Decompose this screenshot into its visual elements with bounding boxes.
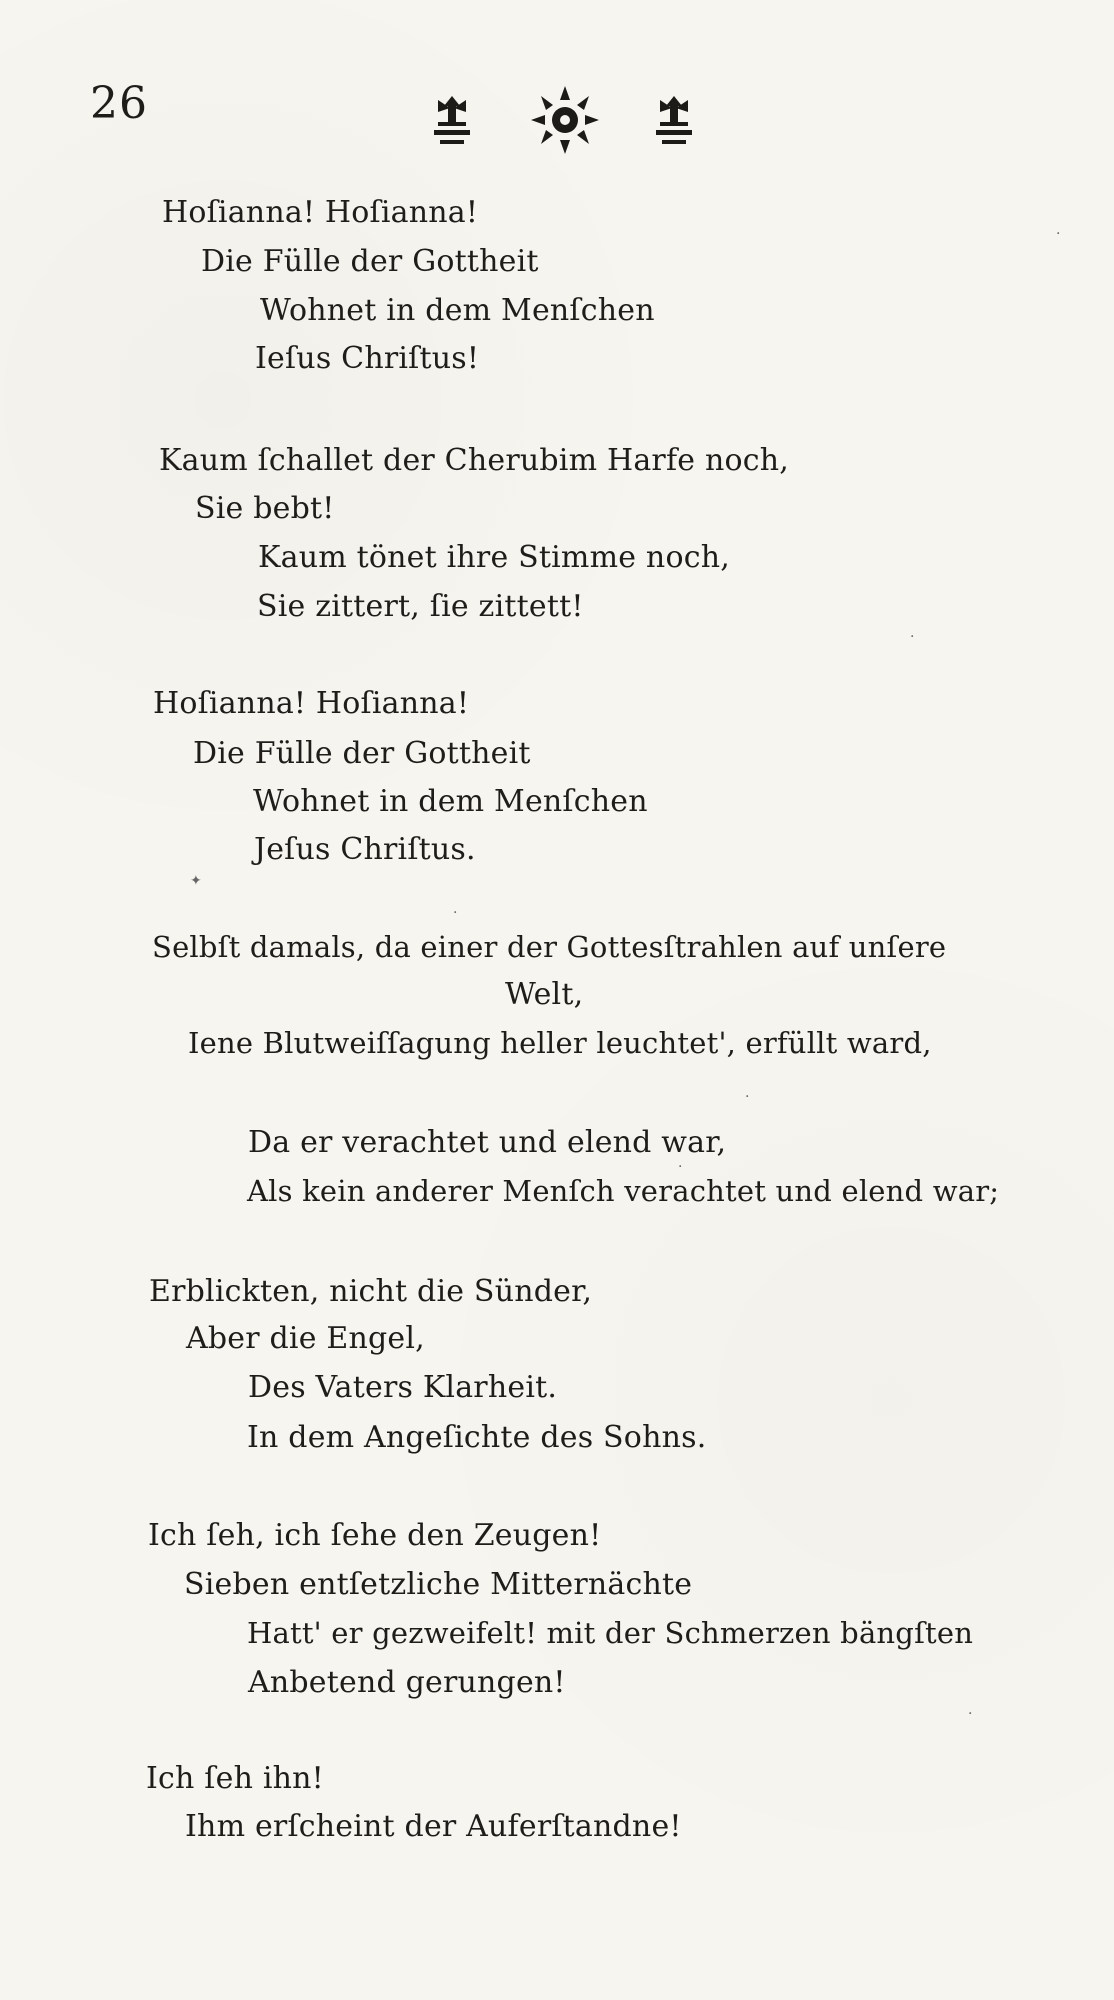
poem-line: Selbſt damals, da einer der Gottesſtrahlen auf unſere — [152, 930, 947, 964]
poem-line: In dem Angeſichte des Sohns. — [247, 1420, 707, 1455]
print-speck: · — [910, 629, 915, 645]
poem-line: Des Vaters Klarheit. — [248, 1370, 558, 1405]
poem-line: Da er verachtet und elend war, — [248, 1125, 727, 1160]
poem-line: Wohnet in dem Menſchen — [260, 293, 655, 328]
decorative-ornament — [430, 82, 700, 154]
poem-line: Ich ſeh ihn! — [146, 1761, 324, 1796]
poem-line: Als kein anderer Menſch verachtet und elend war; — [247, 1174, 1000, 1208]
poem-line: Die Fülle der Gottheit — [201, 244, 539, 279]
poem-line: Welt, — [505, 977, 584, 1012]
poem-line: Sie bebt! — [195, 491, 335, 526]
poem-line: Wohnet in dem Menſchen — [253, 784, 648, 819]
print-speck: · — [678, 1159, 683, 1175]
poem-line: Jeſus Chriſtus. — [254, 832, 476, 867]
poem-line: Hatt' er gezweifelt! mit der Schmerzen bängſten — [247, 1616, 974, 1650]
poem-line: Iene Blutweiſſagung heller leuchtet', erfüllt ward, — [188, 1026, 932, 1060]
poem-line: Erblickten, nicht die Sünder, — [149, 1274, 593, 1309]
poem-line: Hoſianna! Hoſianna! — [153, 686, 470, 721]
print-speck: ✦ — [190, 873, 202, 889]
print-speck: · — [453, 905, 458, 921]
poem-line: Ihm erſcheint der Auferſtandne! — [185, 1809, 682, 1844]
poem-line: Hoſianna! Hoſianna! — [162, 195, 479, 230]
print-speck: · — [968, 1706, 973, 1722]
page-number: 26 — [90, 78, 148, 129]
poem-line: Kaum tönet ihre Stimme noch, — [258, 540, 730, 575]
poem-line: Kaum ſchallet der Cherubim Harfe noch, — [159, 443, 789, 478]
print-speck: · — [745, 1089, 750, 1105]
print-speck: · — [1056, 226, 1061, 242]
poem-line: Sieben entſetzliche Mitternächte — [184, 1567, 693, 1602]
poem-line: Ich ſeh, ich ſehe den Zeugen! — [148, 1518, 602, 1553]
poem-line: Anbetend gerungen! — [248, 1665, 566, 1700]
poem-line: Die Fülle der Gottheit — [193, 736, 531, 771]
poem-line: Sie zittert, ſie zittett! — [257, 589, 584, 624]
poem-line: Ieſus Chriſtus! — [255, 341, 480, 376]
poem-line: Aber die Engel, — [186, 1321, 425, 1356]
